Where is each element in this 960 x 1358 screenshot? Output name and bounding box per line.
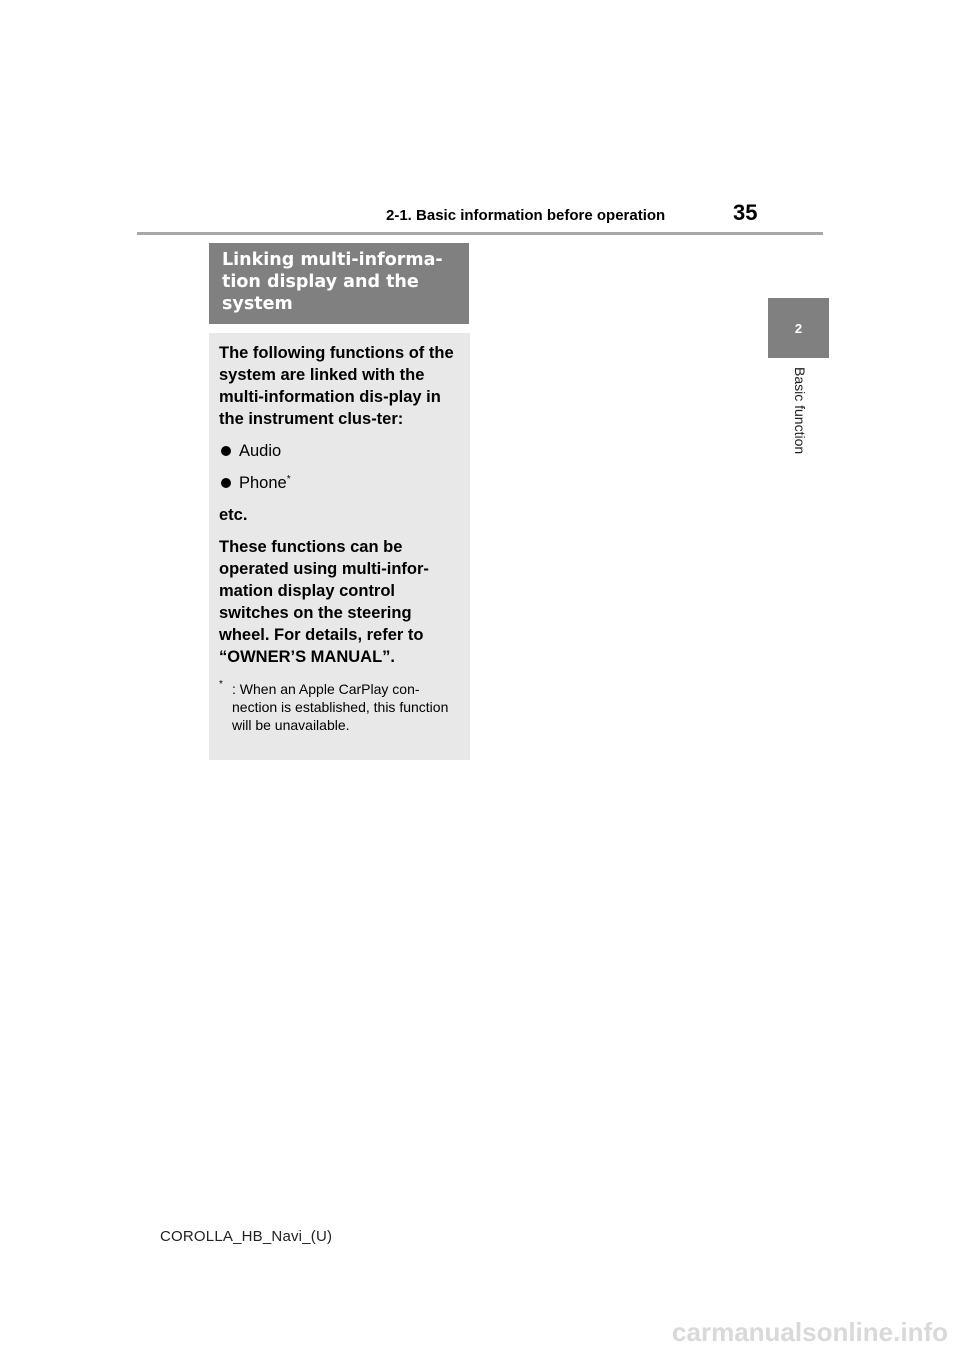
footnote	[219, 680, 458, 734]
list-item-label: Phone	[239, 474, 287, 492]
chapter-label: Basic function	[792, 367, 808, 455]
list-item-audio	[219, 440, 458, 462]
footer-model: COROLLA_HB_Navi_(U)	[160, 1228, 333, 1245]
bullet-icon	[221, 446, 231, 456]
footnote-text: : When an Apple CarPlay con-nection is established, this function will be unavailable.	[232, 681, 449, 733]
intro-paragraph: The following functions of the system are linked with the multi-information dis-play in the instrument clus-ter:	[219, 344, 454, 428]
chapter-tab	[768, 298, 829, 358]
running-header-title: 2-1. Basic information before operation	[386, 207, 666, 224]
header-divider	[137, 232, 823, 235]
footnote-marker: *	[286, 474, 291, 485]
body-paragraph: These functions can be operated using multi-infor-mation display control switches on the steering wheel. For details, refer to “OWNER’S MANUAL”.	[219, 538, 429, 666]
footnote-mark: *	[219, 679, 223, 690]
bullet-icon	[221, 478, 231, 488]
section-heading: Linking multi-informa-tion display and the system	[209, 243, 469, 324]
list-item-label: Audio	[239, 442, 282, 460]
page-number: 35	[733, 200, 758, 225]
watermark: carmanualsonline.info	[672, 1317, 948, 1347]
chapter-number: 2	[794, 320, 803, 336]
content-box	[209, 333, 470, 760]
etc-text: etc.	[219, 506, 248, 524]
list-item-phone	[219, 472, 458, 494]
